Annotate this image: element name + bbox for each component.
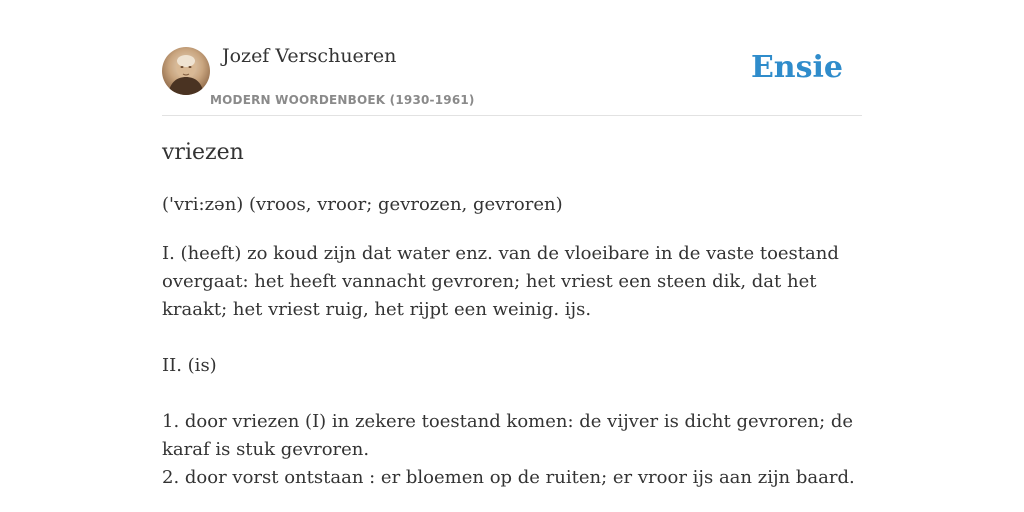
entry-term: vriezen bbox=[162, 140, 244, 165]
definition-sense-1: I. (heeft) zo koud zijn dat water enz. van de vloeibare in de vaste toestand overgaat: het heeft vannacht gevroren; het vriest een steen dik, dat het kraakt; het vriest ruig, het rijpt een weinig. ijs. bbox=[162, 243, 839, 320]
entry-definition bbox=[162, 240, 862, 492]
entry-card bbox=[162, 0, 862, 512]
paragraph-spacer bbox=[162, 324, 862, 352]
definition-subsense-1: 1. door vriezen (I) in zekere toestand komen: de vijver is dicht gevroren; de karaf is stuk gevroren. bbox=[162, 411, 854, 460]
portrait-icon bbox=[162, 47, 210, 95]
definition-subsense-2: 2. door vorst ontstaan : er bloemen op de ruiten; er vroor ijs aan zijn baard. bbox=[162, 467, 855, 488]
ensie-logo[interactable]: Ensie bbox=[750, 50, 843, 85]
entry-header bbox=[162, 0, 862, 116]
definition-sense-2: II. (is) bbox=[162, 355, 217, 376]
paragraph-spacer bbox=[162, 380, 862, 408]
author-name[interactable]: Jozef Verschueren bbox=[222, 45, 397, 67]
entry-pronunciation: ('vri:zən) (vroos, vroor; gevrozen, gevroren) bbox=[162, 194, 563, 215]
author-avatar[interactable] bbox=[162, 47, 210, 95]
source-label[interactable]: MODERN WOORDENBOEK (1930-1961) bbox=[210, 93, 475, 107]
